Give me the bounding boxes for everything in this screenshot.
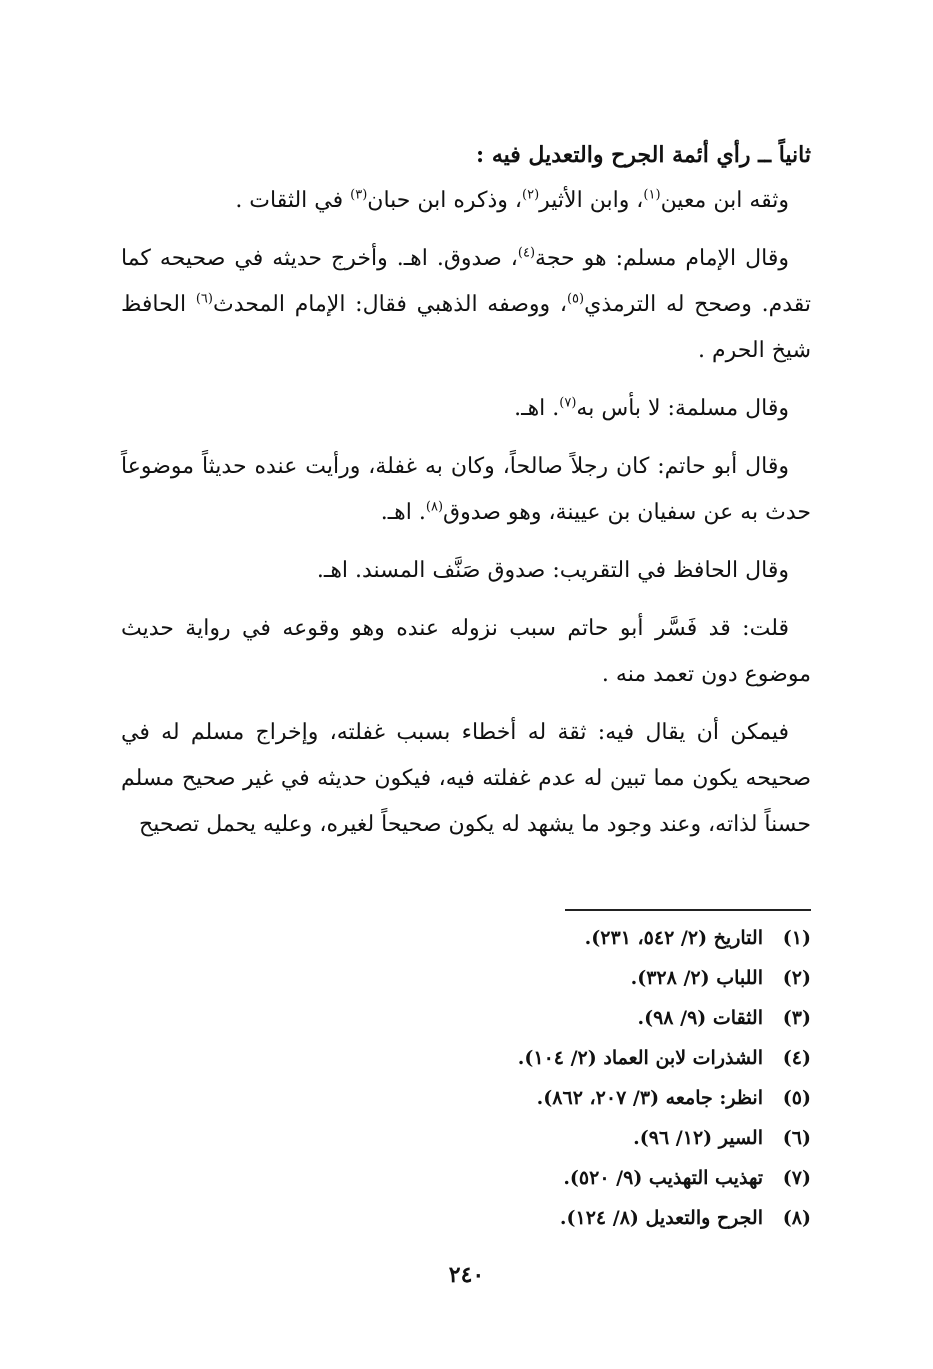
- p3-text-a: وقال مسلمة: لا بأس به: [576, 396, 789, 421]
- paragraph-2: [121, 236, 811, 374]
- main-text: [121, 132, 811, 860]
- p7-text: فيمكن أن يقال فيه: ثقة له أخطاء بسبب غفلته، وإخراج مسلم له في صحيحه يكون مما تبين له عدم غفلته فيه، فيكون حديثه في غير صحيح مسلم حسناً لذاته، وعند وجود ما يشهد له يكون صحيحاً لغيره، وعليه يحمل تصحيح: [121, 720, 811, 837]
- footnote-item: [121, 1158, 811, 1198]
- footnote-item: [121, 998, 811, 1038]
- p2-text-b: ، صدوق. اهـ. وأخرج حديثه في صحيحه كما تقدم. وصحح له الترمذي: [121, 246, 811, 317]
- paragraph-7: [121, 710, 811, 848]
- p2-text-a: وقال الإمام مسلم: هو حجة: [535, 246, 789, 271]
- footnote-ref-5: (٥): [566, 291, 585, 307]
- footnote-ref-7: (٧): [559, 395, 577, 411]
- footnote-text: الشذرات لابن العماد (٢/ ١٠٤).: [517, 1047, 763, 1069]
- footnote-text: انظر: جامعه (٣/ ٢٠٧، ٨٦٢).: [536, 1087, 763, 1109]
- p4-text-a: وقال أبو حاتم: كان رجلاً صالحاً، وكان به غفلة، ورأيت عنده حديثاً موضوعاً حدث به عن سفيان بن عيينة، وهو صدوق: [121, 454, 811, 525]
- footnote-number: (٦): [782, 1127, 811, 1149]
- footnote-ref-6: (٦): [195, 291, 213, 307]
- footnote-number: (٤): [782, 1047, 811, 1069]
- footnote-item: [121, 1038, 811, 1078]
- footnote-number: (٢): [782, 967, 811, 989]
- footnote-text: السير (١٢/ ٩٦).: [633, 1127, 763, 1149]
- footnote-item: [121, 1118, 811, 1158]
- paragraph-6: [121, 606, 811, 698]
- footnote-item: [121, 1198, 811, 1238]
- footnote-item: [121, 1078, 811, 1118]
- page-number: ٢٤٠: [448, 1262, 485, 1288]
- paragraph-1: [121, 178, 811, 224]
- paragraph-4: [121, 444, 811, 536]
- paragraph-3: [121, 386, 811, 432]
- footnote-divider: [565, 909, 811, 911]
- p4-text-b: . اهـ.: [380, 500, 426, 525]
- p1-text-a: وثقه ابن معين: [660, 188, 789, 213]
- footnote-ref-3: (٣): [350, 187, 368, 203]
- p2-text-d: الحافظ شيخ الحرم .: [121, 292, 811, 363]
- footnote-item: [121, 958, 811, 998]
- p1-text-d: في الثقات .: [235, 188, 351, 213]
- p5-text: وقال الحافظ في التقريب: صدوق صَنَّف المسند. اهـ.: [316, 558, 789, 583]
- footnote-ref-1: (١): [643, 187, 661, 203]
- p1-text-b: ، وابن الأثير: [539, 188, 644, 213]
- p1-text-c: ، وذكره ابن حبان: [367, 188, 523, 213]
- footnote-ref-2: (٢): [522, 187, 540, 203]
- p3-text-b: . اهـ.: [514, 396, 560, 421]
- footnote-text: تهذيب التهذيب (٩/ ٥٢٠).: [563, 1167, 763, 1189]
- footnote-ref-4: (٤): [517, 245, 536, 261]
- footnotes-list: [121, 918, 811, 1238]
- section-heading: ثانياً ــ رأي أئمة الجرح والتعديل فيه :: [476, 142, 811, 168]
- footnote-number: (١): [782, 927, 811, 949]
- footnote-ref-8: (٨): [425, 499, 444, 515]
- footnote-number: (٣): [782, 1007, 811, 1029]
- footnote-text: اللباب (٢/ ٣٢٨).: [630, 967, 763, 989]
- footnote-number: (٨): [782, 1207, 811, 1229]
- p2-text-c: ، ووصفه الذهبي فقال: الإمام المحدث: [212, 292, 567, 317]
- footnote-number: (٧): [782, 1167, 811, 1189]
- footnote-text: الجرح والتعديل (٨/ ١٢٤).: [559, 1207, 763, 1229]
- paragraph-5: [121, 548, 811, 594]
- footnote-text: الثقات (٩/ ٩٨).: [637, 1007, 763, 1029]
- footnote-text: التاريخ (٢/ ٥٤٢، ٢٣١).: [584, 927, 763, 949]
- footnote-number: (٥): [782, 1087, 811, 1109]
- footnote-item: [121, 918, 811, 958]
- p6-text: قلت: قد فَسَّر أبو حاتم سبب نزوله عنده وهو وقوعه في رواية حديث موضوع دون تعمد منه .: [121, 616, 811, 687]
